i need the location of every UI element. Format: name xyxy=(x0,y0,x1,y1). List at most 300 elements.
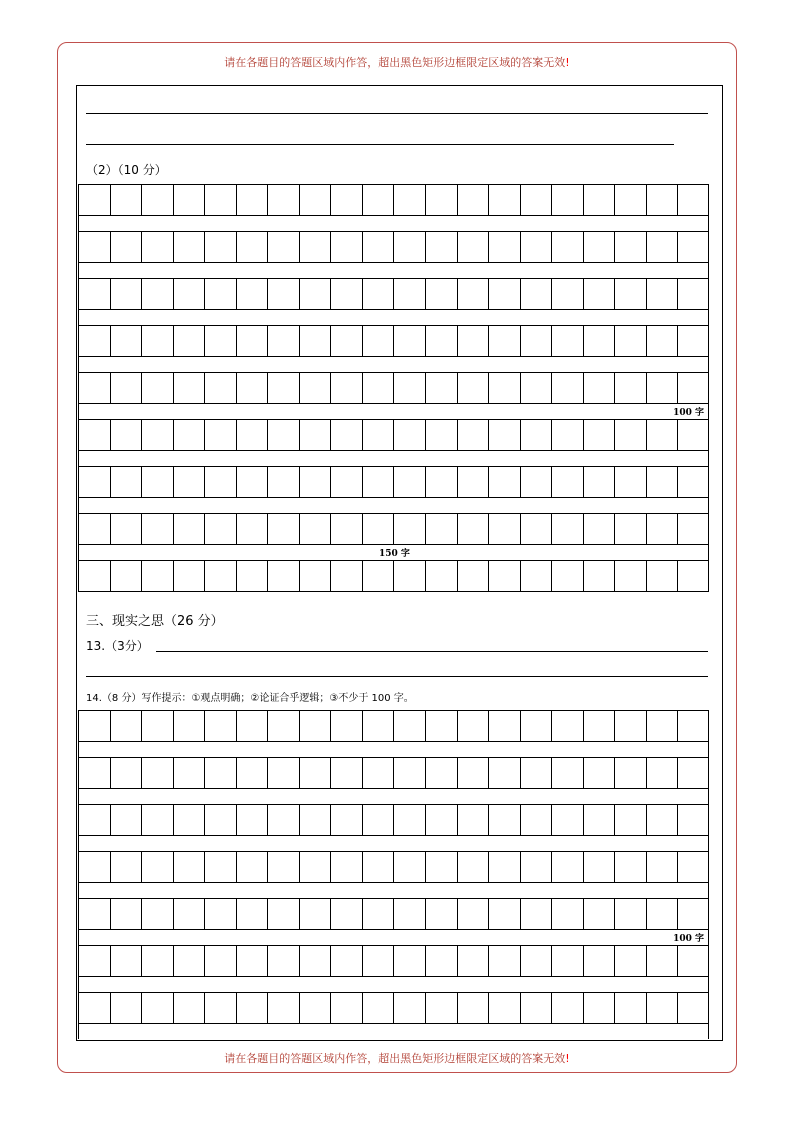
grid-cell[interactable] xyxy=(584,373,616,403)
grid-cell[interactable] xyxy=(205,758,237,788)
grid-cell[interactable] xyxy=(237,232,269,262)
grid-cell[interactable] xyxy=(268,514,300,544)
grid-cell[interactable] xyxy=(363,561,395,591)
grid-cell[interactable] xyxy=(552,561,584,591)
grid-cell[interactable] xyxy=(205,711,237,741)
grid-cell[interactable] xyxy=(111,373,143,403)
grid-cell[interactable] xyxy=(363,711,395,741)
grid-cell[interactable] xyxy=(237,899,269,929)
grid-cell[interactable] xyxy=(174,946,206,976)
grid-cell[interactable] xyxy=(300,279,332,309)
grid-cell[interactable] xyxy=(205,561,237,591)
grid-cell[interactable] xyxy=(615,852,647,882)
grid-cell[interactable] xyxy=(331,561,363,591)
grid-cell[interactable] xyxy=(142,514,174,544)
grid-cell[interactable] xyxy=(142,899,174,929)
grid-cell[interactable] xyxy=(489,467,521,497)
grid-cell[interactable] xyxy=(79,373,111,403)
grid-cell[interactable] xyxy=(458,514,490,544)
grid-cell[interactable] xyxy=(426,946,458,976)
grid-cell[interactable] xyxy=(615,232,647,262)
grid-cell[interactable] xyxy=(331,279,363,309)
grid-cell[interactable] xyxy=(331,373,363,403)
grid-cell[interactable] xyxy=(584,561,616,591)
grid-cell[interactable] xyxy=(205,467,237,497)
grid-cell[interactable] xyxy=(363,514,395,544)
grid-cell[interactable] xyxy=(395,805,427,835)
grid-cell[interactable] xyxy=(142,852,174,882)
grid-cell[interactable] xyxy=(584,326,616,356)
grid-cell[interactable] xyxy=(268,420,300,450)
grid-cell[interactable] xyxy=(174,561,206,591)
grid-cell[interactable] xyxy=(79,805,111,835)
grid-cell[interactable] xyxy=(111,758,143,788)
grid-cell[interactable] xyxy=(584,467,616,497)
grid-cell[interactable] xyxy=(458,561,490,591)
grid-cell[interactable] xyxy=(79,279,111,309)
grid-cell[interactable] xyxy=(395,373,427,403)
grid-cell[interactable] xyxy=(331,805,363,835)
grid-cell[interactable] xyxy=(363,805,395,835)
grid-cell[interactable] xyxy=(174,805,206,835)
grid-cell[interactable] xyxy=(205,326,237,356)
grid-row[interactable] xyxy=(78,560,709,592)
grid-cell[interactable] xyxy=(174,326,206,356)
grid-cell[interactable] xyxy=(426,805,458,835)
grid-cell[interactable] xyxy=(363,232,395,262)
grid-cell[interactable] xyxy=(111,514,143,544)
grid-cell[interactable] xyxy=(521,232,553,262)
grid-cell[interactable] xyxy=(615,279,647,309)
grid-row[interactable] xyxy=(78,710,709,742)
grid-cell[interactable] xyxy=(331,993,363,1023)
grid-cell[interactable] xyxy=(552,758,584,788)
grid-cell[interactable] xyxy=(268,326,300,356)
grid-cell[interactable] xyxy=(300,993,332,1023)
grid-row[interactable] xyxy=(78,278,709,310)
grid-cell[interactable] xyxy=(615,420,647,450)
grid-cell[interactable] xyxy=(300,326,332,356)
grid-cell[interactable] xyxy=(552,467,584,497)
grid-cell[interactable] xyxy=(489,185,521,215)
grid-cell[interactable] xyxy=(395,993,427,1023)
grid-cell[interactable] xyxy=(300,711,332,741)
grid-cell[interactable] xyxy=(615,467,647,497)
grid-cell[interactable] xyxy=(426,561,458,591)
grid-cell[interactable] xyxy=(552,899,584,929)
grid-cell[interactable] xyxy=(142,758,174,788)
grid-cell[interactable] xyxy=(395,852,427,882)
grid-cell[interactable] xyxy=(647,993,679,1023)
grid-cell[interactable] xyxy=(647,899,679,929)
grid-cell[interactable] xyxy=(552,514,584,544)
grid-cell[interactable] xyxy=(647,326,679,356)
writing-grid-1[interactable] xyxy=(78,184,709,592)
grid-cell[interactable] xyxy=(79,852,111,882)
q13-answer-line-1[interactable] xyxy=(156,651,708,652)
grid-cell[interactable] xyxy=(174,758,206,788)
grid-cell[interactable] xyxy=(79,899,111,929)
grid-cell[interactable] xyxy=(111,185,143,215)
grid-row[interactable] xyxy=(78,513,709,545)
grid-cell[interactable] xyxy=(363,420,395,450)
grid-cell[interactable] xyxy=(426,758,458,788)
grid-cell[interactable] xyxy=(268,805,300,835)
grid-cell[interactable] xyxy=(615,326,647,356)
grid-cell[interactable] xyxy=(331,514,363,544)
grid-cell[interactable] xyxy=(552,852,584,882)
grid-cell[interactable] xyxy=(79,711,111,741)
grid-cell[interactable] xyxy=(647,852,679,882)
grid-cell[interactable] xyxy=(521,711,553,741)
grid-cell[interactable] xyxy=(647,373,679,403)
grid-cell[interactable] xyxy=(331,758,363,788)
grid-cell[interactable] xyxy=(521,946,553,976)
grid-cell[interactable] xyxy=(111,561,143,591)
grid-cell[interactable] xyxy=(363,993,395,1023)
grid-cell[interactable] xyxy=(174,185,206,215)
grid-cell[interactable] xyxy=(552,993,584,1023)
grid-cell[interactable] xyxy=(205,373,237,403)
grid-cell[interactable] xyxy=(142,232,174,262)
grid-cell[interactable] xyxy=(615,993,647,1023)
grid-cell[interactable] xyxy=(363,467,395,497)
grid-cell[interactable] xyxy=(268,758,300,788)
grid-cell[interactable] xyxy=(111,711,143,741)
grid-cell[interactable] xyxy=(111,852,143,882)
grid-cell[interactable] xyxy=(79,758,111,788)
grid-cell[interactable] xyxy=(615,946,647,976)
grid-cell[interactable] xyxy=(268,946,300,976)
grid-cell[interactable] xyxy=(331,467,363,497)
grid-cell[interactable] xyxy=(363,279,395,309)
grid-cell[interactable] xyxy=(111,467,143,497)
grid-row[interactable] xyxy=(78,851,709,883)
grid-cell[interactable] xyxy=(552,326,584,356)
grid-cell[interactable] xyxy=(395,467,427,497)
grid-row[interactable] xyxy=(78,325,709,357)
grid-cell[interactable] xyxy=(489,232,521,262)
grid-cell[interactable] xyxy=(395,420,427,450)
grid-cell[interactable] xyxy=(426,899,458,929)
grid-cell[interactable] xyxy=(142,467,174,497)
grid-cell[interactable] xyxy=(111,279,143,309)
grid-cell[interactable] xyxy=(458,758,490,788)
grid-cell[interactable] xyxy=(521,279,553,309)
grid-cell[interactable] xyxy=(363,946,395,976)
grid-cell[interactable] xyxy=(205,514,237,544)
answer-line-2[interactable] xyxy=(86,144,674,145)
grid-cell[interactable] xyxy=(647,420,679,450)
grid-cell[interactable] xyxy=(426,993,458,1023)
grid-cell[interactable] xyxy=(111,946,143,976)
grid-cell[interactable] xyxy=(142,946,174,976)
grid-cell[interactable] xyxy=(489,899,521,929)
grid-cell[interactable] xyxy=(584,899,616,929)
grid-cell[interactable] xyxy=(268,467,300,497)
grid-cell[interactable] xyxy=(300,946,332,976)
grid-cell[interactable] xyxy=(521,420,553,450)
grid-cell[interactable] xyxy=(300,758,332,788)
grid-cell[interactable] xyxy=(111,805,143,835)
grid-cell[interactable] xyxy=(584,279,616,309)
grid-cell[interactable] xyxy=(395,185,427,215)
grid-cell[interactable] xyxy=(237,279,269,309)
grid-cell[interactable] xyxy=(300,420,332,450)
grid-cell[interactable] xyxy=(174,899,206,929)
grid-cell[interactable] xyxy=(458,805,490,835)
grid-cell[interactable] xyxy=(205,279,237,309)
grid-cell[interactable] xyxy=(426,420,458,450)
grid-cell[interactable] xyxy=(489,852,521,882)
grid-cell[interactable] xyxy=(174,852,206,882)
grid-cell[interactable] xyxy=(647,561,679,591)
grid-cell[interactable] xyxy=(237,852,269,882)
grid-cell[interactable] xyxy=(647,758,679,788)
grid-cell[interactable] xyxy=(300,232,332,262)
q13-answer-line-2[interactable] xyxy=(86,676,708,677)
grid-cell[interactable] xyxy=(111,326,143,356)
grid-cell[interactable] xyxy=(458,852,490,882)
grid-cell[interactable] xyxy=(363,758,395,788)
grid-row[interactable] xyxy=(78,466,709,498)
grid-cell[interactable] xyxy=(521,758,553,788)
grid-cell[interactable] xyxy=(331,852,363,882)
grid-cell[interactable] xyxy=(647,467,679,497)
grid-cell[interactable] xyxy=(205,805,237,835)
grid-cell[interactable] xyxy=(205,232,237,262)
grid-cell[interactable] xyxy=(521,993,553,1023)
grid-cell[interactable] xyxy=(237,758,269,788)
grid-cell[interactable] xyxy=(489,993,521,1023)
grid-cell[interactable] xyxy=(521,514,553,544)
grid-row[interactable] xyxy=(78,757,709,789)
grid-cell[interactable] xyxy=(268,899,300,929)
answer-line-1[interactable] xyxy=(86,113,708,114)
grid-cell[interactable] xyxy=(300,514,332,544)
grid-cell[interactable] xyxy=(584,758,616,788)
grid-cell[interactable] xyxy=(552,279,584,309)
grid-cell[interactable] xyxy=(521,326,553,356)
grid-cell[interactable] xyxy=(142,711,174,741)
grid-cell[interactable] xyxy=(79,467,111,497)
grid-cell[interactable] xyxy=(395,711,427,741)
grid-cell[interactable] xyxy=(458,279,490,309)
grid-cell[interactable] xyxy=(142,326,174,356)
grid-cell[interactable] xyxy=(174,279,206,309)
grid-row[interactable] xyxy=(78,992,709,1024)
grid-cell[interactable] xyxy=(237,185,269,215)
grid-cell[interactable] xyxy=(331,232,363,262)
grid-cell[interactable] xyxy=(237,514,269,544)
grid-cell[interactable] xyxy=(615,561,647,591)
grid-cell[interactable] xyxy=(584,514,616,544)
grid-cell[interactable] xyxy=(300,852,332,882)
grid-row[interactable] xyxy=(78,804,709,836)
grid-cell[interactable] xyxy=(584,185,616,215)
grid-cell[interactable] xyxy=(142,373,174,403)
grid-cell[interactable] xyxy=(79,185,111,215)
grid-cell[interactable] xyxy=(615,185,647,215)
grid-cell[interactable] xyxy=(79,561,111,591)
grid-cell[interactable] xyxy=(268,232,300,262)
grid-cell[interactable] xyxy=(584,232,616,262)
grid-cell[interactable] xyxy=(584,805,616,835)
grid-cell[interactable] xyxy=(363,373,395,403)
grid-cell[interactable] xyxy=(426,185,458,215)
grid-cell[interactable] xyxy=(395,232,427,262)
grid-cell[interactable] xyxy=(647,232,679,262)
grid-cell[interactable] xyxy=(489,326,521,356)
grid-cell[interactable] xyxy=(111,899,143,929)
grid-cell[interactable] xyxy=(552,420,584,450)
grid-cell[interactable] xyxy=(458,899,490,929)
grid-cell[interactable] xyxy=(426,232,458,262)
grid-cell[interactable] xyxy=(237,373,269,403)
grid-cell[interactable] xyxy=(142,993,174,1023)
grid-cell[interactable] xyxy=(489,758,521,788)
grid-cell[interactable] xyxy=(615,514,647,544)
grid-cell[interactable] xyxy=(521,467,553,497)
grid-cell[interactable] xyxy=(205,185,237,215)
grid-cell[interactable] xyxy=(300,185,332,215)
grid-cell[interactable] xyxy=(552,232,584,262)
grid-cell[interactable] xyxy=(268,373,300,403)
grid-cell[interactable] xyxy=(647,805,679,835)
grid-cell[interactable] xyxy=(647,514,679,544)
grid-cell[interactable] xyxy=(268,993,300,1023)
grid-cell[interactable] xyxy=(615,758,647,788)
grid-cell[interactable] xyxy=(174,232,206,262)
grid-cell[interactable] xyxy=(458,420,490,450)
grid-cell[interactable] xyxy=(426,852,458,882)
grid-cell[interactable] xyxy=(268,279,300,309)
grid-cell[interactable] xyxy=(79,514,111,544)
grid-cell[interactable] xyxy=(489,279,521,309)
grid-cell[interactable] xyxy=(552,711,584,741)
grid-cell[interactable] xyxy=(79,326,111,356)
writing-grid-2[interactable] xyxy=(78,710,709,1039)
grid-cell[interactable] xyxy=(426,514,458,544)
grid-cell[interactable] xyxy=(363,185,395,215)
grid-cell[interactable] xyxy=(79,232,111,262)
grid-cell[interactable] xyxy=(426,373,458,403)
grid-cell[interactable] xyxy=(111,232,143,262)
grid-cell[interactable] xyxy=(268,185,300,215)
grid-cell[interactable] xyxy=(237,946,269,976)
grid-cell[interactable] xyxy=(489,561,521,591)
grid-cell[interactable] xyxy=(174,514,206,544)
grid-cell[interactable] xyxy=(395,899,427,929)
grid-cell[interactable] xyxy=(237,561,269,591)
grid-cell[interactable] xyxy=(111,993,143,1023)
grid-cell[interactable] xyxy=(521,805,553,835)
grid-cell[interactable] xyxy=(205,899,237,929)
grid-cell[interactable] xyxy=(615,899,647,929)
grid-cell[interactable] xyxy=(552,373,584,403)
grid-cell[interactable] xyxy=(79,420,111,450)
grid-cell[interactable] xyxy=(237,805,269,835)
grid-cell[interactable] xyxy=(647,711,679,741)
grid-cell[interactable] xyxy=(205,993,237,1023)
grid-cell[interactable] xyxy=(142,805,174,835)
grid-cell[interactable] xyxy=(300,899,332,929)
grid-cell[interactable] xyxy=(142,185,174,215)
grid-cell[interactable] xyxy=(111,420,143,450)
grid-cell[interactable] xyxy=(331,711,363,741)
grid-cell[interactable] xyxy=(458,946,490,976)
grid-cell[interactable] xyxy=(300,805,332,835)
grid-row[interactable] xyxy=(78,372,709,404)
grid-cell[interactable] xyxy=(521,561,553,591)
grid-cell[interactable] xyxy=(395,326,427,356)
grid-cell[interactable] xyxy=(268,852,300,882)
grid-cell[interactable] xyxy=(458,711,490,741)
grid-row[interactable] xyxy=(78,184,709,216)
grid-cell[interactable] xyxy=(331,185,363,215)
grid-cell[interactable] xyxy=(426,279,458,309)
grid-cell[interactable] xyxy=(363,326,395,356)
grid-row[interactable] xyxy=(78,419,709,451)
grid-cell[interactable] xyxy=(395,758,427,788)
grid-cell[interactable] xyxy=(647,185,679,215)
grid-cell[interactable] xyxy=(489,373,521,403)
grid-cell[interactable] xyxy=(521,185,553,215)
grid-row[interactable] xyxy=(78,945,709,977)
grid-cell[interactable] xyxy=(363,852,395,882)
grid-cell[interactable] xyxy=(331,420,363,450)
grid-cell[interactable] xyxy=(521,899,553,929)
grid-cell[interactable] xyxy=(458,467,490,497)
grid-cell[interactable] xyxy=(142,420,174,450)
grid-cell[interactable] xyxy=(331,899,363,929)
grid-cell[interactable] xyxy=(647,946,679,976)
grid-cell[interactable] xyxy=(458,373,490,403)
grid-cell[interactable] xyxy=(300,561,332,591)
grid-cell[interactable] xyxy=(395,561,427,591)
grid-cell[interactable] xyxy=(584,420,616,450)
grid-cell[interactable] xyxy=(489,805,521,835)
grid-row[interactable] xyxy=(78,898,709,930)
grid-cell[interactable] xyxy=(174,420,206,450)
grid-cell[interactable] xyxy=(489,711,521,741)
grid-cell[interactable] xyxy=(205,946,237,976)
grid-cell[interactable] xyxy=(268,711,300,741)
grid-cell[interactable] xyxy=(363,899,395,929)
grid-cell[interactable] xyxy=(426,326,458,356)
grid-cell[interactable] xyxy=(458,232,490,262)
grid-cell[interactable] xyxy=(300,373,332,403)
grid-cell[interactable] xyxy=(489,946,521,976)
grid-cell[interactable] xyxy=(237,711,269,741)
grid-cell[interactable] xyxy=(205,852,237,882)
grid-cell[interactable] xyxy=(584,993,616,1023)
grid-cell[interactable] xyxy=(489,514,521,544)
grid-cell[interactable] xyxy=(458,993,490,1023)
grid-cell[interactable] xyxy=(584,852,616,882)
grid-cell[interactable] xyxy=(615,711,647,741)
grid-cell[interactable] xyxy=(395,514,427,544)
grid-cell[interactable] xyxy=(237,467,269,497)
grid-cell[interactable] xyxy=(552,185,584,215)
grid-cell[interactable] xyxy=(521,373,553,403)
grid-cell[interactable] xyxy=(395,279,427,309)
grid-cell[interactable] xyxy=(174,993,206,1023)
grid-cell[interactable] xyxy=(489,420,521,450)
grid-cell[interactable] xyxy=(174,467,206,497)
grid-cell[interactable] xyxy=(331,946,363,976)
grid-cell[interactable] xyxy=(237,326,269,356)
